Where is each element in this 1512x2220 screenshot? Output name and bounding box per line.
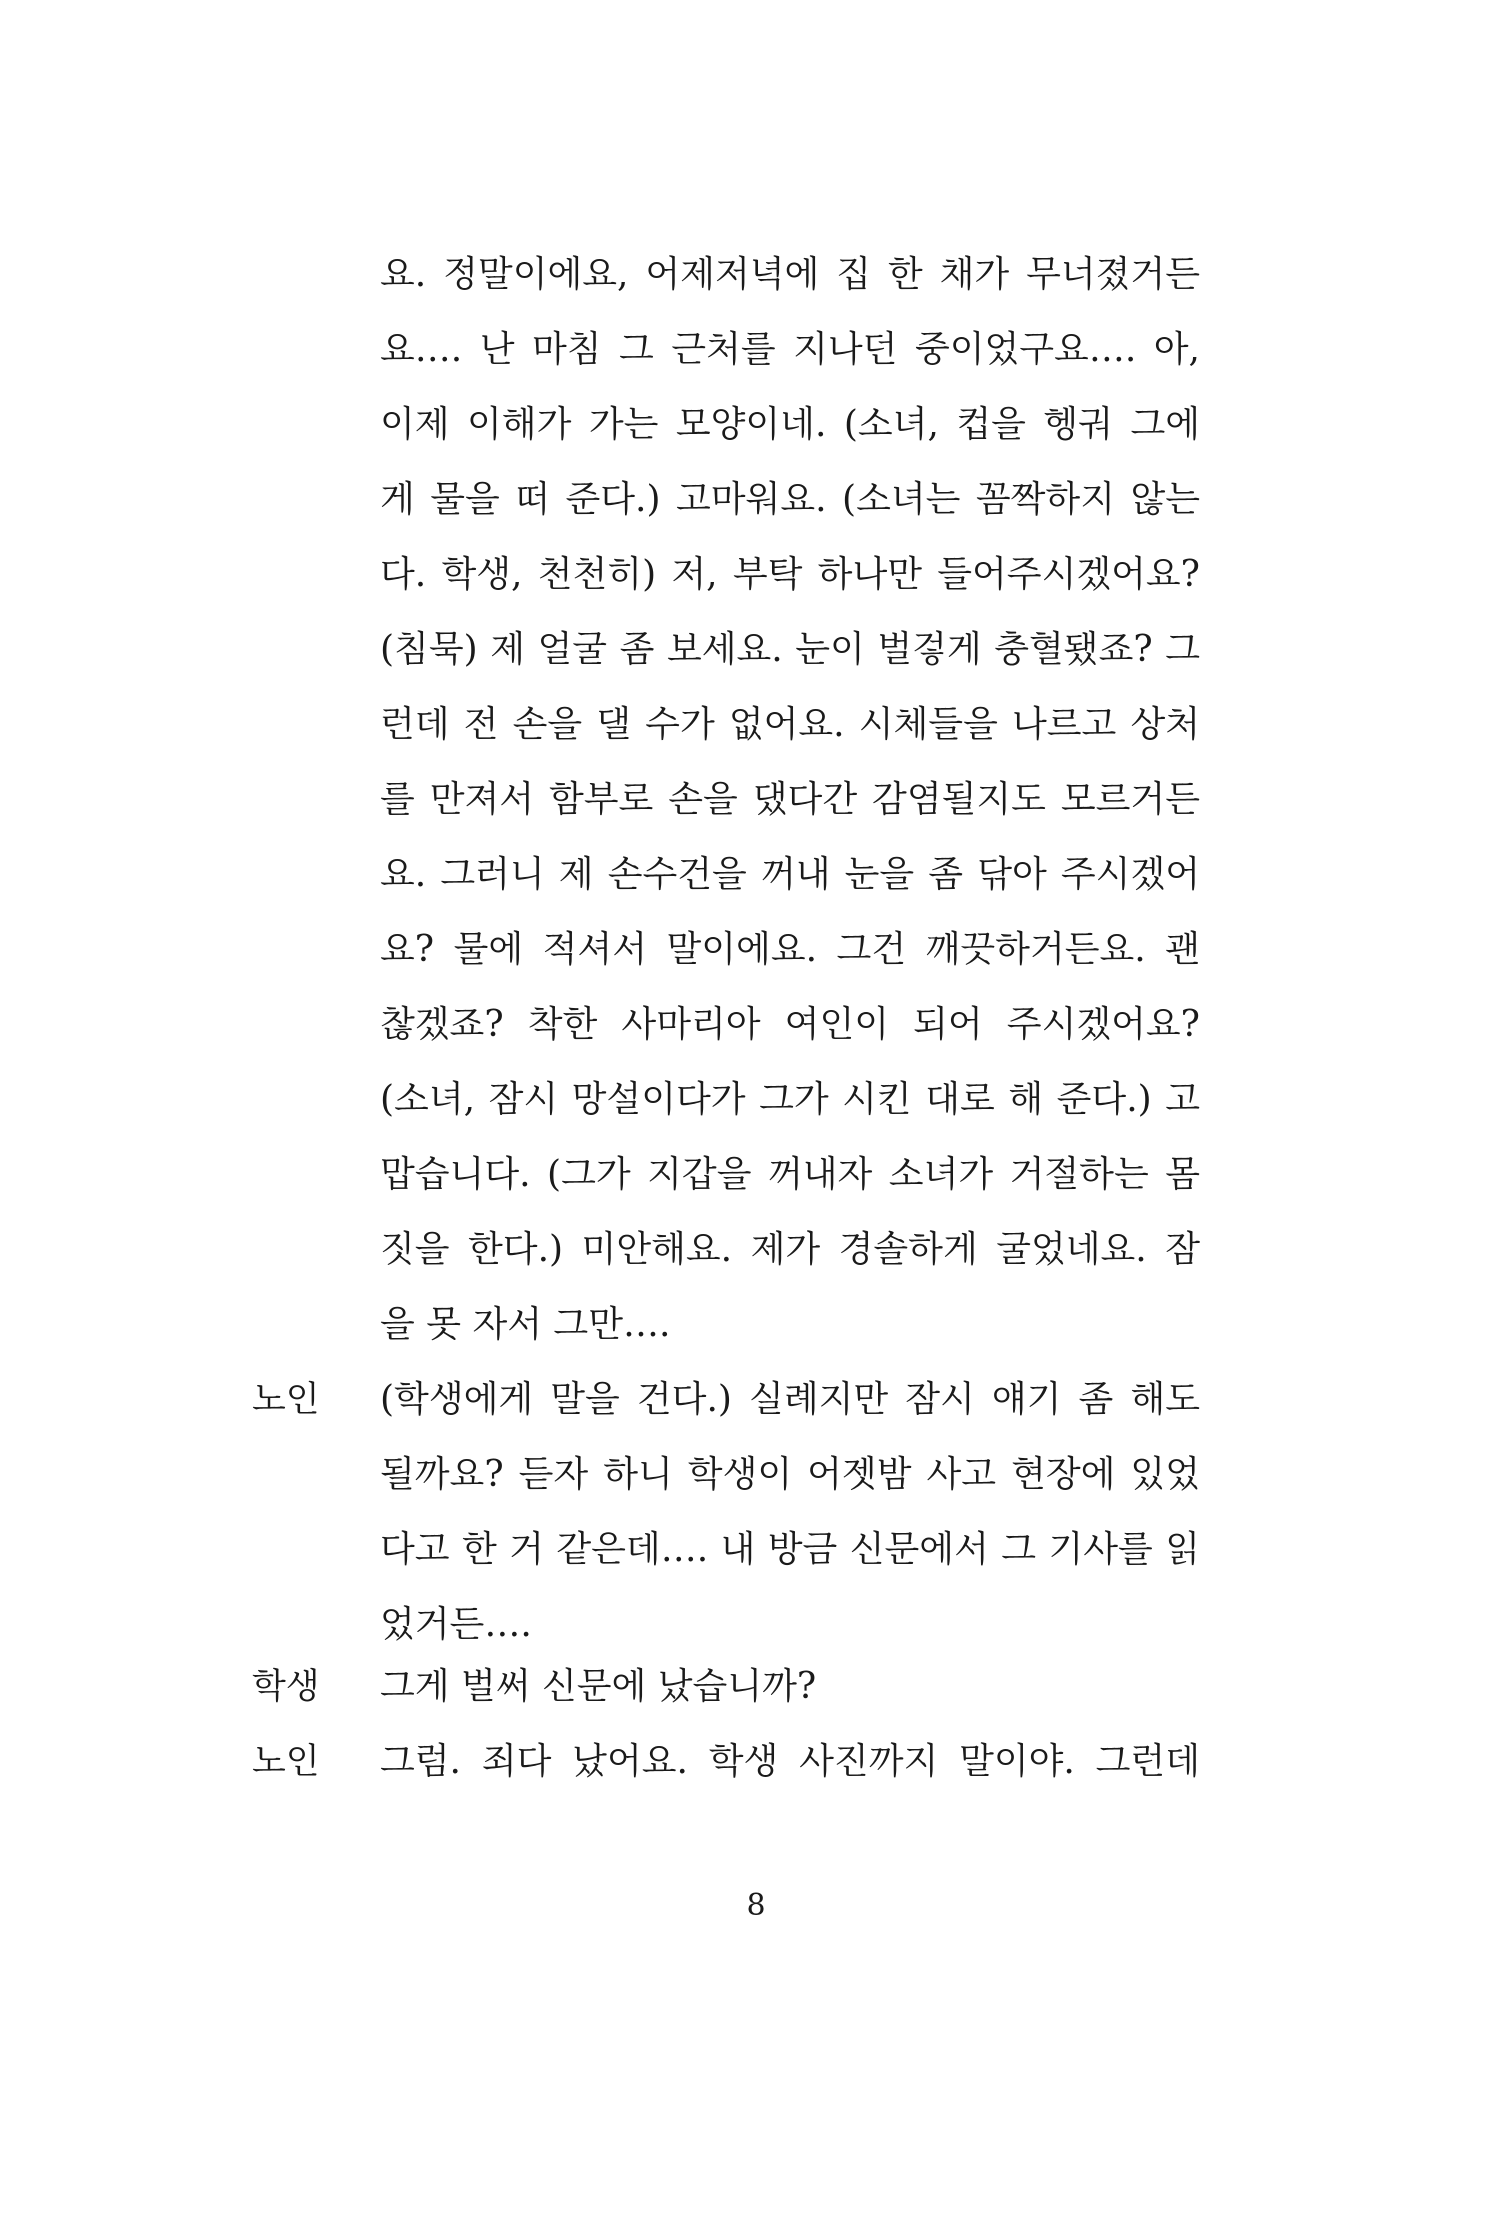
- dialogue-line: 을 못 자서 그만….: [380, 1304, 671, 1345]
- dialogue-line: 될까요? 듣자 하니 학생이 어젯밤 사고 현장에 있었: [380, 1454, 1200, 1495]
- dialogue-line: 맙습니다. (그가 지갑을 꺼내자 소녀가 거절하는 몸: [380, 1154, 1200, 1195]
- speaker-name: 학생: [252, 1667, 320, 1707]
- dialogue-line: 요…. 난 마침 그 근처를 지나던 중이었구요…. 아,: [380, 329, 1200, 370]
- speaker-name: 노인: [252, 1380, 320, 1420]
- dialogue-line: (소녀, 잠시 망설이다가 그가 시킨 대로 해 준다.) 고: [380, 1079, 1200, 1120]
- page-number: 8: [746, 1888, 766, 1923]
- dialogue-line: 요. 그러니 제 손수건을 꺼내 눈을 좀 닦아 주시겠어: [380, 854, 1200, 895]
- dialogue-line: (침묵) 제 얼굴 좀 보세요. 눈이 벌겋게 충혈됐죠? 그: [380, 629, 1200, 670]
- dialogue-line: (학생에게 말을 건다.) 실례지만 잠시 얘기 좀 해도: [380, 1379, 1200, 1420]
- dialogue-line: 요. 정말이에요, 어제저녁에 집 한 채가 무너졌거든: [380, 254, 1200, 295]
- dialogue-line: 를 만져서 함부로 손을 댔다간 감염될지도 모르거든: [380, 779, 1200, 820]
- dialogue-line: 그게 벌써 신문에 났습니까?: [380, 1666, 817, 1707]
- dialogue-line: 요? 물에 적셔서 말이에요. 그건 깨끗하거든요. 괜: [380, 929, 1200, 970]
- dialogue-line: 찮겠죠? 착한 사마리아 여인이 되어 주시겠어요?: [380, 1004, 1200, 1045]
- dialogue-line: 런데 전 손을 댈 수가 없어요. 시체들을 나르고 상처: [380, 704, 1200, 745]
- dialogue-line: 다고 한 거 같은데…. 내 방금 신문에서 그 기사를 읽: [380, 1529, 1200, 1570]
- dialogue-line: 었거든….: [380, 1604, 532, 1645]
- dialogue-line: 이제 이해가 가는 모양이네. (소녀, 컵을 헹궈 그에: [380, 404, 1200, 445]
- dialogue-line: 다. 학생, 천천히) 저, 부탁 하나만 들어주시겠어요?: [380, 554, 1200, 595]
- dialogue-line: 짓을 한다.) 미안해요. 제가 경솔하게 굴었네요. 잠: [380, 1229, 1200, 1270]
- dialogue-line: 그럼. 죄다 났어요. 학생 사진까지 말이야. 그런데: [380, 1741, 1200, 1782]
- dialogue-line: 게 물을 떠 준다.) 고마워요. (소녀는 꼼짝하지 않는: [380, 479, 1200, 520]
- speaker-name: 노인: [252, 1742, 320, 1782]
